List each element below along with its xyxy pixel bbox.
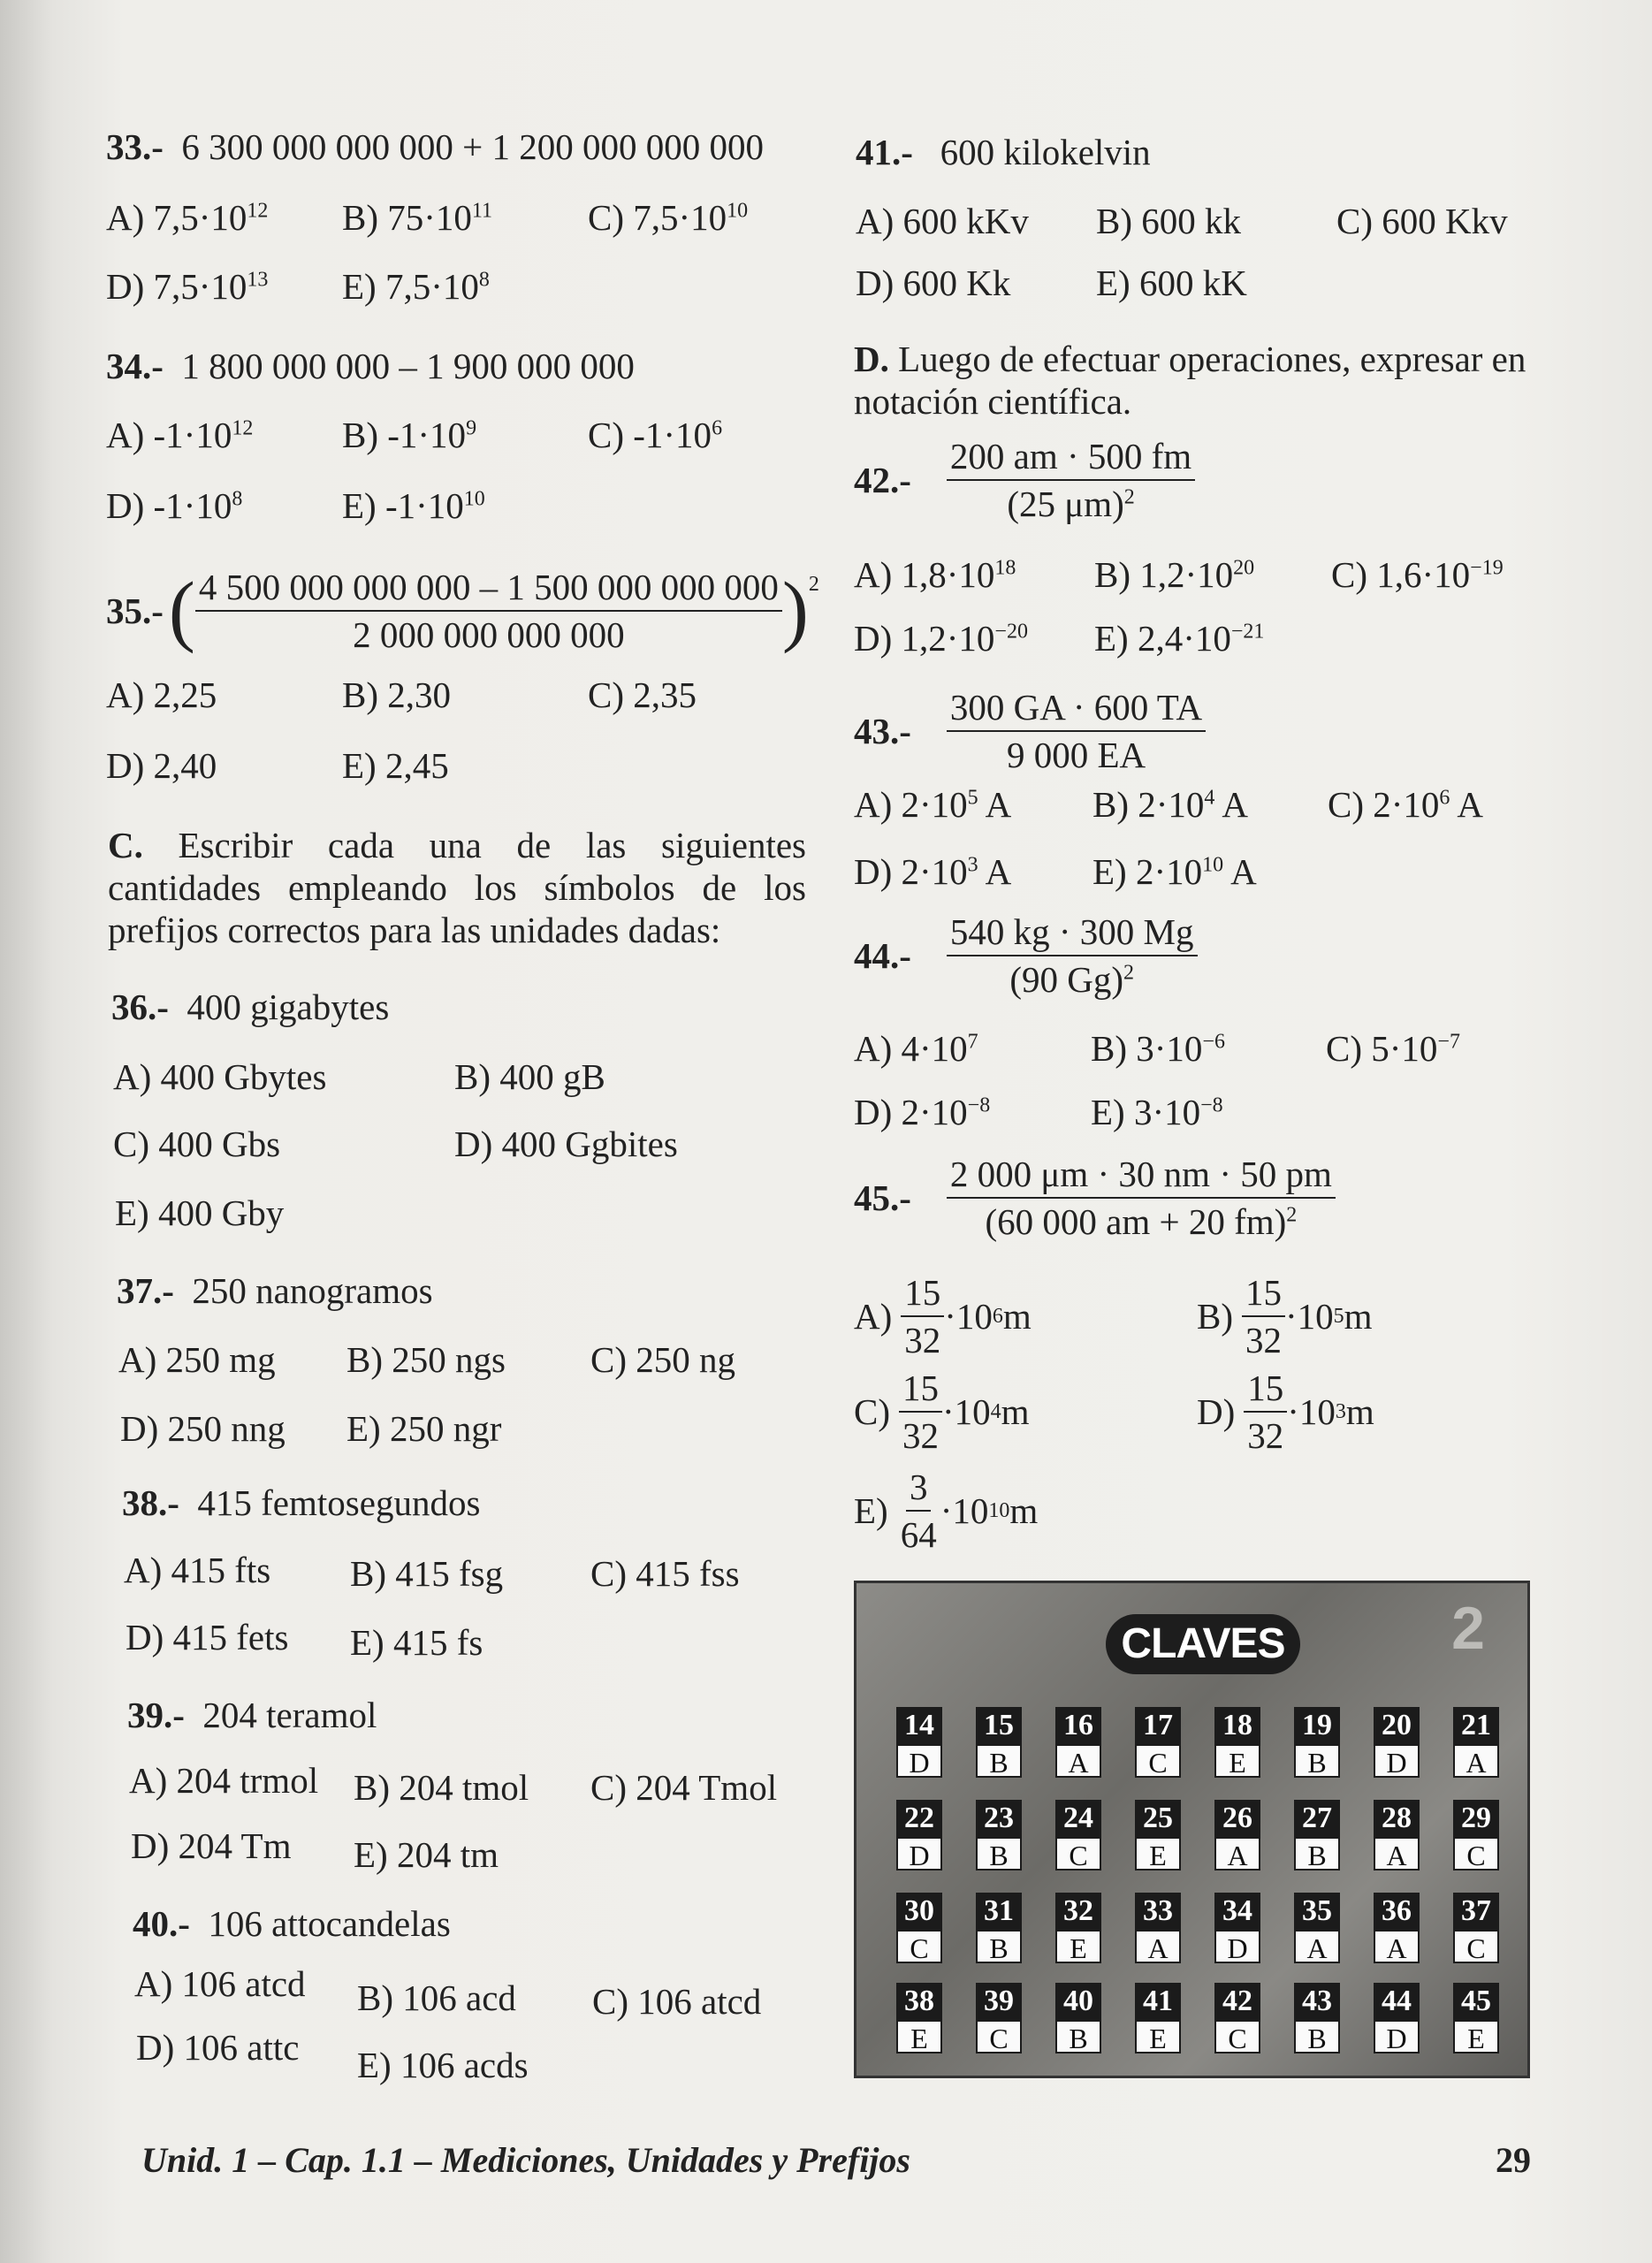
option-d: D) 204 Tm xyxy=(131,1825,292,1866)
answer-key-number: 39 xyxy=(976,1983,1022,2020)
answer-key-item xyxy=(1294,1893,1340,1963)
question-number: 43.- xyxy=(854,711,911,751)
question-number: 37.- xyxy=(117,1270,174,1311)
answer-key-number: 36 xyxy=(1374,1893,1420,1930)
answer-key-item xyxy=(1055,1707,1101,1778)
answer-key-letter: C xyxy=(1055,1837,1101,1871)
question-number: 34.- xyxy=(106,346,164,386)
answer-key-letter: E xyxy=(896,2020,942,2053)
answer-key-letter: E xyxy=(1055,1930,1101,1963)
answer-key-item xyxy=(1374,1707,1420,1778)
option-d: D) $\frac{15}{32}$ ·10 3 m xyxy=(1197,1368,1374,1456)
option-b: B) 600 kk xyxy=(1096,201,1241,241)
answer-key-item xyxy=(1294,1983,1340,2053)
answer-key-number: 32 xyxy=(1055,1893,1101,1930)
answer-key-item xyxy=(1453,1983,1499,2053)
option-b: B) $1,2\cdot 10^{20}$ xyxy=(1094,554,1255,595)
option-e: E) $3\cdot 10^{-8}$ xyxy=(1091,1092,1223,1132)
answer-key-item xyxy=(1214,1800,1260,1871)
question-number: 42.- xyxy=(854,460,911,500)
numerator: 2 000 μm · 30 nm · 50 pm xyxy=(947,1153,1336,1199)
answer-key-number: 24 xyxy=(1055,1800,1101,1837)
fraction xyxy=(947,686,1206,776)
page-number: 29 xyxy=(1496,2140,1531,2180)
answer-key-number: 25 xyxy=(1135,1800,1181,1837)
denominator-wrap: (90 Gg)$^2$ xyxy=(1009,959,1135,1000)
option-e: E) $2,4\cdot 10^{-21}$ xyxy=(1094,618,1265,659)
fraction xyxy=(947,435,1195,525)
answer-key-letter: B xyxy=(976,1744,1022,1778)
question-number: 41.- xyxy=(856,132,913,172)
option-c: C) 600 Kkv xyxy=(1336,201,1508,241)
answer-key-letter: E xyxy=(1453,2020,1499,2053)
option-a: A) $2\cdot 10^5$ A xyxy=(854,784,1012,825)
question-37 xyxy=(117,1269,433,1312)
question-38 xyxy=(122,1482,480,1524)
answer-key-item xyxy=(1135,1800,1181,1871)
answer-key-panel xyxy=(854,1581,1530,2078)
answer-key-number: 30 xyxy=(896,1893,942,1930)
answer-key-letter: C xyxy=(1214,2020,1260,2053)
denominator: 9 000 EA xyxy=(1006,735,1146,775)
option-e: E) 400 Gby xyxy=(115,1192,285,1233)
answer-key-item xyxy=(896,1893,942,1963)
option-d: D) $2\cdot 10^3$ A xyxy=(854,851,1012,892)
answer-key-number: 43 xyxy=(1294,1983,1340,2020)
answer-key-item xyxy=(1453,1800,1499,1871)
option-b: B) $-1\cdot 10^9$ xyxy=(342,415,477,455)
question-number: 38.- xyxy=(122,1482,179,1523)
answer-key-item xyxy=(1453,1707,1499,1778)
section-letter: D. xyxy=(854,339,889,379)
answer-key-number: 18 xyxy=(1214,1707,1260,1744)
option-d: D) $7,5\cdot 10^{13}$ xyxy=(106,266,269,307)
chapter-badge: 2 xyxy=(1451,1595,1485,1662)
option-e: E) $\frac{3}{64}$ ·10 10 m xyxy=(854,1467,1039,1555)
numerator: 4 500 000 000 000 – 1 500 000 000 000 xyxy=(195,566,782,612)
answer-key-letter: B xyxy=(976,1837,1022,1871)
answer-key-number: 26 xyxy=(1214,1800,1260,1837)
answer-key-item xyxy=(1374,1800,1420,1871)
denominator-wrap: (60 000 am + 20 fm)$^2$ xyxy=(985,1201,1298,1242)
question-40 xyxy=(133,1902,451,1945)
option-b: B) 250 ngs xyxy=(346,1339,506,1380)
option-e: E) $-1\cdot 10^{10}$ xyxy=(342,485,485,526)
section-text: Luego de efectuar operaciones, expresar en notación científica. xyxy=(854,339,1526,422)
option-a: A) $-1\cdot 10^{12}$ xyxy=(106,415,254,455)
answer-key-item xyxy=(976,1983,1022,2053)
answer-key-item xyxy=(1214,1893,1260,1963)
answer-key-number: 19 xyxy=(1294,1707,1340,1744)
question-text: 204 teramol xyxy=(202,1695,377,1735)
answer-key-letter: D xyxy=(1214,1930,1260,1963)
answer-key-number: 17 xyxy=(1135,1707,1181,1744)
option-d: D) $2\cdot 10^{-8}$ xyxy=(854,1092,991,1132)
answer-key-letter: D xyxy=(896,1837,942,1871)
fraction xyxy=(947,911,1198,1001)
question-45 xyxy=(854,1153,1336,1243)
answer-key-item xyxy=(976,1707,1022,1778)
answer-key-item xyxy=(1135,1983,1181,2053)
section-text: Escribir cada una de las siguientes cantidades empleando los símbolos de los prefijos correctos para las unidades dadas: xyxy=(108,825,806,950)
answer-key-number: 22 xyxy=(896,1800,942,1837)
answer-key-number: 21 xyxy=(1453,1707,1499,1744)
option-c: C) 250 ng xyxy=(590,1339,735,1380)
denominator-wrap: (25 μm)$^2$ xyxy=(1007,484,1135,524)
option-c: C) 2,35 xyxy=(588,674,697,715)
answer-key-letter: C xyxy=(976,2020,1022,2053)
answer-key-letter: E xyxy=(1135,1837,1181,1871)
option-b: B) 415 fsg xyxy=(350,1553,504,1594)
option-d: D) 250 nng xyxy=(120,1408,285,1449)
answer-key-item xyxy=(1374,1893,1420,1963)
option-b: B) 106 acd xyxy=(357,1977,516,2018)
option-a: A) 250 mg xyxy=(118,1339,276,1380)
option-b: B) $\frac{15}{32}$ ·10 5 m xyxy=(1197,1272,1373,1360)
answer-key-item xyxy=(1214,1707,1260,1778)
option-c: C) 106 atcd xyxy=(592,1981,762,2022)
option-d: D) 2,40 xyxy=(106,745,217,786)
numerator: 200 am · 500 fm xyxy=(947,435,1195,481)
option-a: A) 415 fts xyxy=(124,1550,271,1590)
option-d: D) 400 Ggbites xyxy=(454,1124,678,1164)
question-41 xyxy=(856,131,1151,173)
answer-key-letter: B xyxy=(1294,2020,1340,2053)
answer-key-letter: E xyxy=(1214,1744,1260,1778)
answer-key-number: 41 xyxy=(1135,1983,1181,2020)
question-number: 36.- xyxy=(111,987,169,1027)
answer-key-letter: A xyxy=(1135,1930,1181,1963)
answer-key-letter: C xyxy=(1453,1930,1499,1963)
answer-key-item xyxy=(1055,1800,1101,1871)
option-b: B) 2,30 xyxy=(342,674,451,715)
question-text: 106 attocandelas xyxy=(208,1903,451,1944)
answer-key-number: 33 xyxy=(1135,1893,1181,1930)
question-34 xyxy=(106,345,635,387)
answer-key-letter: A xyxy=(1294,1930,1340,1963)
section-d-instructions xyxy=(854,338,1543,423)
option-a: A) $1,8\cdot 10^{18}$ xyxy=(854,554,1016,595)
option-b: B) 400 gB xyxy=(454,1056,605,1097)
option-c: C) $5\cdot 10^{-7}$ xyxy=(1326,1028,1460,1069)
option-c: C) $2\cdot 10^6$ A xyxy=(1328,784,1484,825)
question-number: 45.- xyxy=(854,1177,911,1218)
question-text: 250 nanogramos xyxy=(192,1270,433,1311)
question-expression: 6 300 000 000 000 + 1 200 000 000 000 xyxy=(181,126,765,167)
option-a: A) $7,5\cdot 10^{12}$ xyxy=(106,197,269,238)
option-c: C) $\frac{15}{32}$ ·10 4 m xyxy=(854,1368,1030,1456)
fraction xyxy=(947,1153,1336,1243)
option-e: E) 600 kK xyxy=(1096,263,1247,303)
answer-key-number: 34 xyxy=(1214,1893,1260,1930)
answer-key-letter: C xyxy=(1453,1837,1499,1871)
option-e: E) 2,45 xyxy=(342,745,449,786)
question-39 xyxy=(127,1694,377,1736)
option-d: D) $1,2\cdot 10^{-20}$ xyxy=(854,618,1028,659)
option-c: C) $7,5\cdot 10^{10}$ xyxy=(588,197,749,238)
answer-key-letter: A xyxy=(1055,1744,1101,1778)
option-a: A) $\frac{15}{32}$ ·10 6 m xyxy=(854,1272,1032,1360)
numerator: 300 GA · 600 TA xyxy=(947,686,1206,732)
question-text: 415 femtosegundos xyxy=(197,1482,481,1523)
answer-key-letter: B xyxy=(1055,2020,1101,2053)
answer-key-item xyxy=(1055,1983,1101,2053)
answer-key-item xyxy=(1135,1707,1181,1778)
answer-key-item xyxy=(1135,1893,1181,1963)
answer-key-number: 23 xyxy=(976,1800,1022,1837)
option-b: B) $75\cdot 10^{11}$ xyxy=(342,197,493,238)
answer-key-letter: A xyxy=(1374,1930,1420,1963)
denominator: 2 000 000 000 000 xyxy=(353,614,625,655)
answer-key-item xyxy=(976,1800,1022,1871)
answer-key-item xyxy=(1294,1800,1340,1871)
option-a: A) 600 kKv xyxy=(856,201,1029,241)
section-c-instructions xyxy=(108,824,806,951)
answer-key-letter: D xyxy=(1374,1744,1420,1778)
answer-key-letter: A xyxy=(1453,1744,1499,1778)
option-b: B) $3\cdot 10^{-6}$ xyxy=(1091,1028,1225,1069)
option-e: E) 415 fs xyxy=(350,1622,483,1663)
question-number: 35.- xyxy=(106,591,164,631)
answer-key-letter: D xyxy=(1374,2020,1420,2053)
answer-key-letter: C xyxy=(1135,1744,1181,1778)
option-d: D) $-1\cdot 10^8$ xyxy=(106,485,243,526)
answer-key-item xyxy=(896,1707,942,1778)
option-a: A) $4\cdot 10^7$ xyxy=(854,1028,978,1069)
answer-key-number: 27 xyxy=(1294,1800,1340,1837)
question-number: 40.- xyxy=(133,1903,190,1944)
question-text: 600 kilokelvin xyxy=(940,132,1151,172)
option-c: C) $1,6\cdot 10^{-19}$ xyxy=(1331,554,1504,595)
option-e: E) $2\cdot 10^{10}$ A xyxy=(1092,851,1257,892)
answer-key-letter: E xyxy=(1135,2020,1181,2053)
answer-key-letter: B xyxy=(1294,1744,1340,1778)
answer-key-item xyxy=(1055,1893,1101,1963)
option-b: B) 204 tmol xyxy=(354,1767,529,1808)
answer-key-letter: B xyxy=(1294,1837,1340,1871)
question-44 xyxy=(854,911,1198,1001)
option-a: A) 106 atcd xyxy=(134,1963,306,2004)
answer-key-number: 31 xyxy=(976,1893,1022,1930)
option-e: E) 106 acds xyxy=(357,2045,529,2085)
answer-key-title: CLAVES xyxy=(1106,1614,1300,1674)
footer-chapter: Unid. 1 – Cap. 1.1 – Mediciones, Unidades y Prefijos xyxy=(141,2140,910,2180)
answer-key-number: 35 xyxy=(1294,1893,1340,1930)
option-c: C) 400 Gbs xyxy=(113,1124,281,1164)
answer-key-letter: A xyxy=(1374,1837,1420,1871)
answer-key-letter: B xyxy=(976,1930,1022,1963)
option-c: C) $-1\cdot 10^6$ xyxy=(588,415,723,455)
answer-key-number: 20 xyxy=(1374,1707,1420,1744)
fraction xyxy=(195,566,782,656)
option-e: E) $7,5\cdot 10^8$ xyxy=(342,266,490,307)
option-b: B) $2\cdot 10^4$ A xyxy=(1092,784,1249,825)
answer-key-number: 16 xyxy=(1055,1707,1101,1744)
option-d: D) 600 Kk xyxy=(856,263,1011,303)
question-number: 39.- xyxy=(127,1695,185,1735)
numerator: 540 kg · 300 Mg xyxy=(947,911,1198,956)
answer-key-number: 42 xyxy=(1214,1983,1260,2020)
answer-key-number: 37 xyxy=(1453,1893,1499,1930)
answer-key-item xyxy=(896,1983,942,2053)
option-d: D) 415 fets xyxy=(126,1617,289,1657)
option-c: C) 415 fss xyxy=(590,1553,740,1594)
answer-key-number: 45 xyxy=(1453,1983,1499,2020)
option-e: E) 204 tm xyxy=(354,1834,499,1875)
answer-key-item xyxy=(1453,1893,1499,1963)
option-a: A) 400 Gbytes xyxy=(113,1056,327,1097)
answer-key-item xyxy=(1374,1983,1420,2053)
question-33 xyxy=(106,126,764,168)
answer-key-item xyxy=(976,1893,1022,1963)
option-d: D) 106 attc xyxy=(136,2027,300,2068)
question-expression: 1 800 000 000 – 1 900 000 000 xyxy=(181,346,635,386)
answer-key-number: 15 xyxy=(976,1707,1022,1744)
question-number: 44.- xyxy=(854,935,911,976)
answer-key-number: 29 xyxy=(1453,1800,1499,1837)
question-42 xyxy=(854,435,1195,525)
option-e: E) 250 ngr xyxy=(346,1408,502,1449)
option-a: A) 2,25 xyxy=(106,674,217,715)
answer-key-letter: C xyxy=(896,1930,942,1963)
question-36 xyxy=(111,986,389,1028)
left-paren: ( xyxy=(168,567,195,654)
option-c: C) 204 Tmol xyxy=(590,1767,778,1808)
option-a: A) 204 trmol xyxy=(129,1760,319,1801)
answer-key-number: 38 xyxy=(896,1983,942,2020)
question-35: 35.- ( $\frac{4 500 000 000 000 - 1 500 000 000 000}{2 000 000 000 000}$ ) $^2$ xyxy=(106,567,819,655)
answer-key-number: 14 xyxy=(896,1707,942,1744)
answer-key-item xyxy=(1294,1707,1340,1778)
question-43 xyxy=(854,686,1206,776)
answer-key-item xyxy=(896,1800,942,1871)
answer-key-number: 44 xyxy=(1374,1983,1420,2020)
right-paren: ) xyxy=(781,567,809,654)
answer-key-letter: D xyxy=(896,1744,942,1778)
answer-key-letter: A xyxy=(1214,1837,1260,1871)
answer-key-item xyxy=(1214,1983,1260,2053)
answer-key-number: 40 xyxy=(1055,1983,1101,2020)
section-letter: C. xyxy=(108,825,143,865)
question-number: 33.- xyxy=(106,126,164,167)
answer-key-number: 28 xyxy=(1374,1800,1420,1837)
question-text: 400 gigabytes xyxy=(187,987,390,1027)
